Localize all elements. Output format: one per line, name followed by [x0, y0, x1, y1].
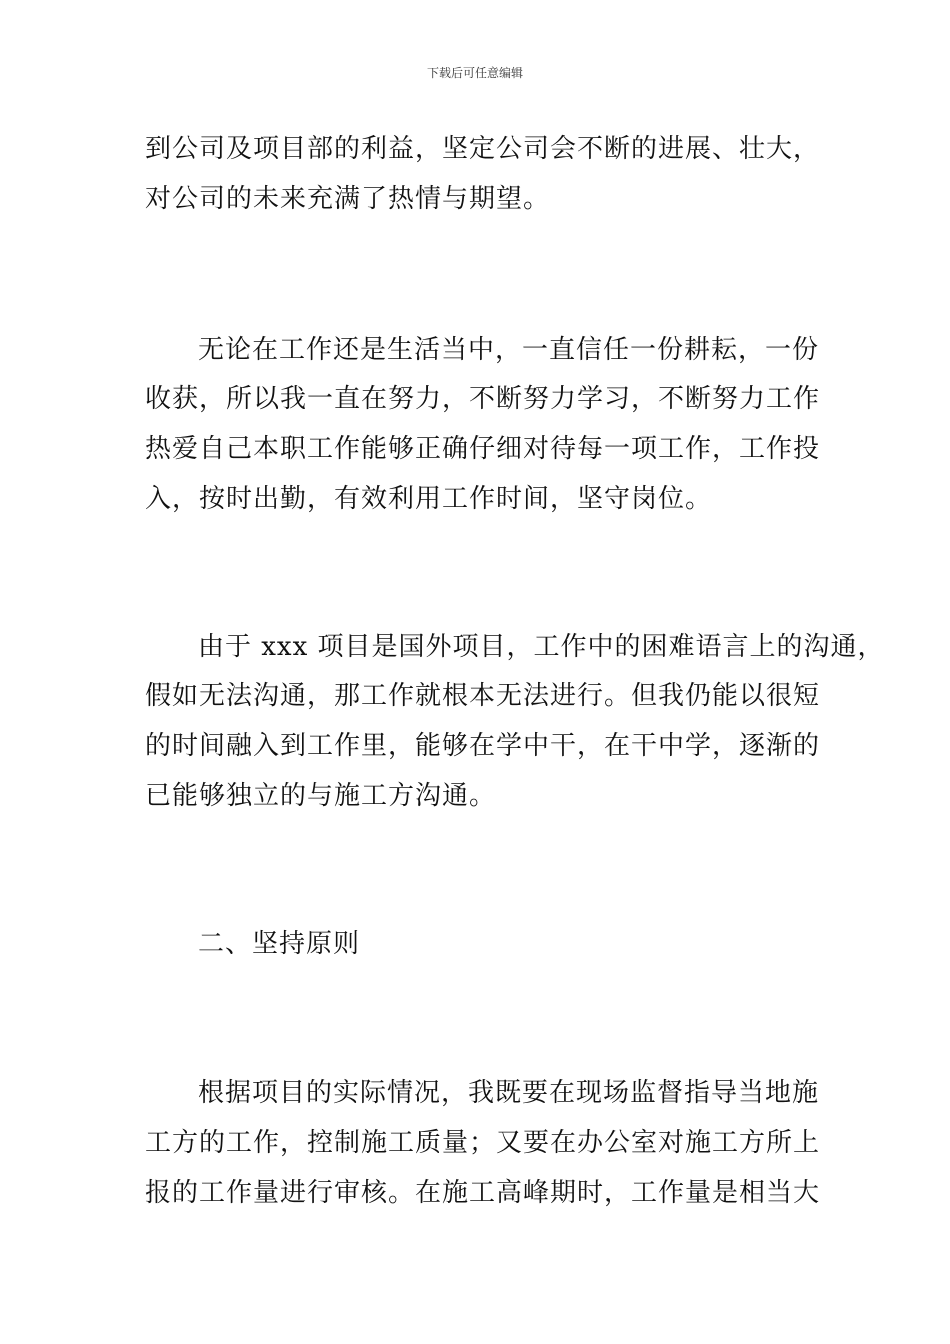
paragraph-1-line-1: 到公司及项目部的利益，坚定公司会不断的进展、壮大， — [145, 134, 821, 164]
paragraph-4-line-2: 工方的工作，控制施工质量；又要在办公室对施工方所上 — [145, 1128, 821, 1158]
paragraph-3-line-1: 由于 xxx 项目是国外项目，工作中的困难语言上的沟通， — [198, 632, 885, 662]
paragraph-2-line-2: 收获，所以我一直在努力，不断努力学习，不断努力工作 — [145, 384, 821, 414]
paragraph-2-line-3: 热爱自己本职工作能够正确仔细对待每一项工作，工作投 — [145, 434, 821, 464]
paragraph-4-line-3: 报的工作量进行审核。在施工高峰期时，工作量是相当大 — [145, 1178, 821, 1208]
paragraph-2-line-1: 无论在工作还是生活当中，一直信任一份耕耘，一份 — [198, 335, 820, 365]
paragraph-4-line-1: 根据项目的实际情况，我既要在现场监督指导当地施 — [198, 1078, 820, 1108]
paragraph-1-line-2: 对公司的未来充满了热情与期望。 — [145, 184, 551, 214]
paragraph-3-line-2: 假如无法沟通，那工作就根本无法进行。但我仍能以很短 — [145, 681, 821, 711]
paragraph-3-line-4: 已能够独立的与施工方沟通。 — [145, 781, 497, 811]
page-header: 下载后可任意编辑 — [426, 66, 523, 80]
paragraph-2-line-4: 入，按时出勤，有效利用工作时间，坚守岗位。 — [145, 484, 713, 514]
section-heading: 二、坚持原则 — [198, 929, 361, 959]
paragraph-3-line-3: 的时间融入到工作里，能够在学中干，在干中学，逐渐的 — [145, 731, 821, 761]
